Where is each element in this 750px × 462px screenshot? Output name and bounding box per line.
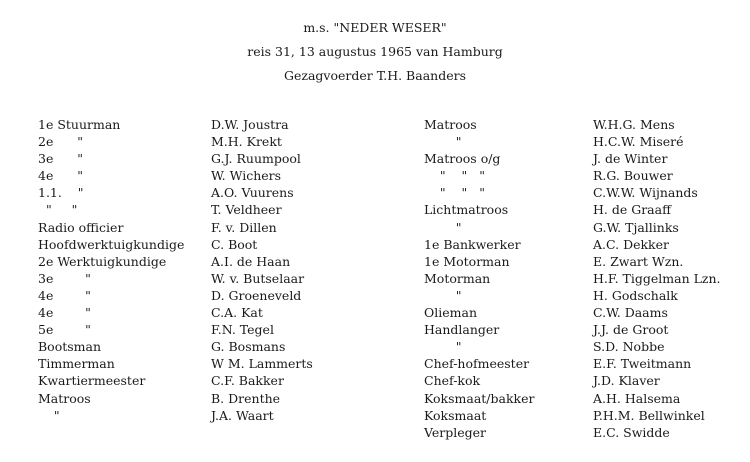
crew-name: P.H.M. Bellwinkel [593,407,705,423]
crew-role: Kwartiermeester [38,373,146,389]
crew-role: 4e " [38,168,83,184]
crew-name: H. Godschalk [593,287,678,303]
document-header [0,16,750,88]
crew-role: Timmerman [38,356,115,372]
crew-name: G.J. Ruumpool [211,151,301,167]
crew-role: Verpleger [424,424,487,440]
crew-role: Chef-hofmeester [424,356,530,372]
crew-role: 3e " [38,151,83,167]
crew-name: C.W.W. Wijnands [593,185,698,201]
crew-name: B. Drenthe [211,390,281,406]
crew-name: G.W. Tjallinks [593,219,679,235]
crew-role: " " " [424,168,485,184]
crew-name: C.W. Daams [593,305,668,321]
crew-name: D.W. Joustra [211,117,289,132]
crew-name: A.H. Halsema [593,390,681,406]
ship-title: m.s. "NEDER WESER" [303,20,447,35]
left-roles-column [38,116,208,424]
crew-role: Lichtmatroos [424,202,509,218]
crew-role: 1e Stuurman [38,117,121,132]
crew-role: " " [38,202,78,218]
crew-role: " [424,134,462,150]
crew-role: " [424,287,462,303]
crew-name: H. de Graaff [593,202,671,218]
crew-role: " [424,219,462,235]
crew-name: J.J. de Groot [593,322,669,338]
crew-name: J. de Winter [593,151,668,167]
crew-role: 1e Motorman [424,253,510,269]
crew-role: Motorman [424,270,491,286]
crew-role: " [38,407,60,423]
crew-name: F.N. Tegel [211,322,274,338]
right-names-column [593,116,750,441]
crew-role: 1.1. " [38,185,84,201]
crew-role: Koksmaat/bakker [424,390,535,406]
crew-role: 4e " [38,305,91,321]
crew-name: A.O. Vuurens [211,185,294,201]
crew-name: J.D. Klaver [593,373,660,389]
crew-role: 3e " [38,270,91,286]
crew-name: M.H. Krekt [211,134,282,150]
crew-name: W. v. Butselaar [211,270,305,286]
crew-role: 2e " [38,134,83,150]
crew-role: Bootsman [38,339,102,355]
crew-name: E.F. Tweitmann [593,356,692,372]
crew-name: W.H.G. Mens [593,117,675,132]
crew-role: Chef-kok [424,373,481,389]
crew-name: A.C. Dekker [593,236,670,252]
crew-name: G. Bosmans [211,339,286,355]
crew-role: Matroos [424,117,477,132]
left-names-column [211,116,411,424]
crew-role: 2e Werktuigkundige [38,253,167,269]
crew-name: F. v. Dillen [211,219,277,235]
crew-name: D. Groeneveld [211,287,302,303]
crew-name: E.C. Swidde [593,424,670,440]
right-roles-column [424,116,589,441]
voyage-line: reis 31, 13 augustus 1965 van Hamburg [247,44,503,59]
crew-role: Koksmaat [424,407,487,423]
crew-name: W. Wichers [211,168,282,184]
crew-role: Radio officier [38,219,124,235]
crew-role: 4e " [38,287,91,303]
crew-name: T. Veldheer [211,202,282,218]
crew-name: R.G. Bouwer [593,168,673,184]
crew-role: Matroos [38,390,91,406]
crew-name: C.A. Kat [211,305,263,321]
crew-role: " " " [424,185,485,201]
crew-name: C. Boot [211,236,258,252]
crew-name: H.F. Tiggelman Lzn. [593,270,721,286]
crew-role: Hoofdwerktuigkundige [38,236,185,252]
crew-role: Matroos o/g [424,151,501,167]
captain-line: Gezagvoerder T.H. Baanders [284,68,466,83]
crew-name: A.I. de Haan [211,253,291,269]
crew-role: " [424,339,462,355]
crew-name: E. Zwart Wzn. [593,253,684,269]
crew-name: C.F. Bakker [211,373,284,389]
crew-role: Handlanger [424,322,500,338]
crew-name: J.A. Waart [211,407,274,423]
crew-name: S.D. Nobbe [593,339,665,355]
crew-role: 5e " [38,322,91,338]
crew-name: H.C.W. Miseré [593,134,684,150]
crew-name: W M. Lammerts [211,356,313,372]
crew-role: Olieman [424,305,477,321]
crew-role: 1e Bankwerker [424,236,521,252]
